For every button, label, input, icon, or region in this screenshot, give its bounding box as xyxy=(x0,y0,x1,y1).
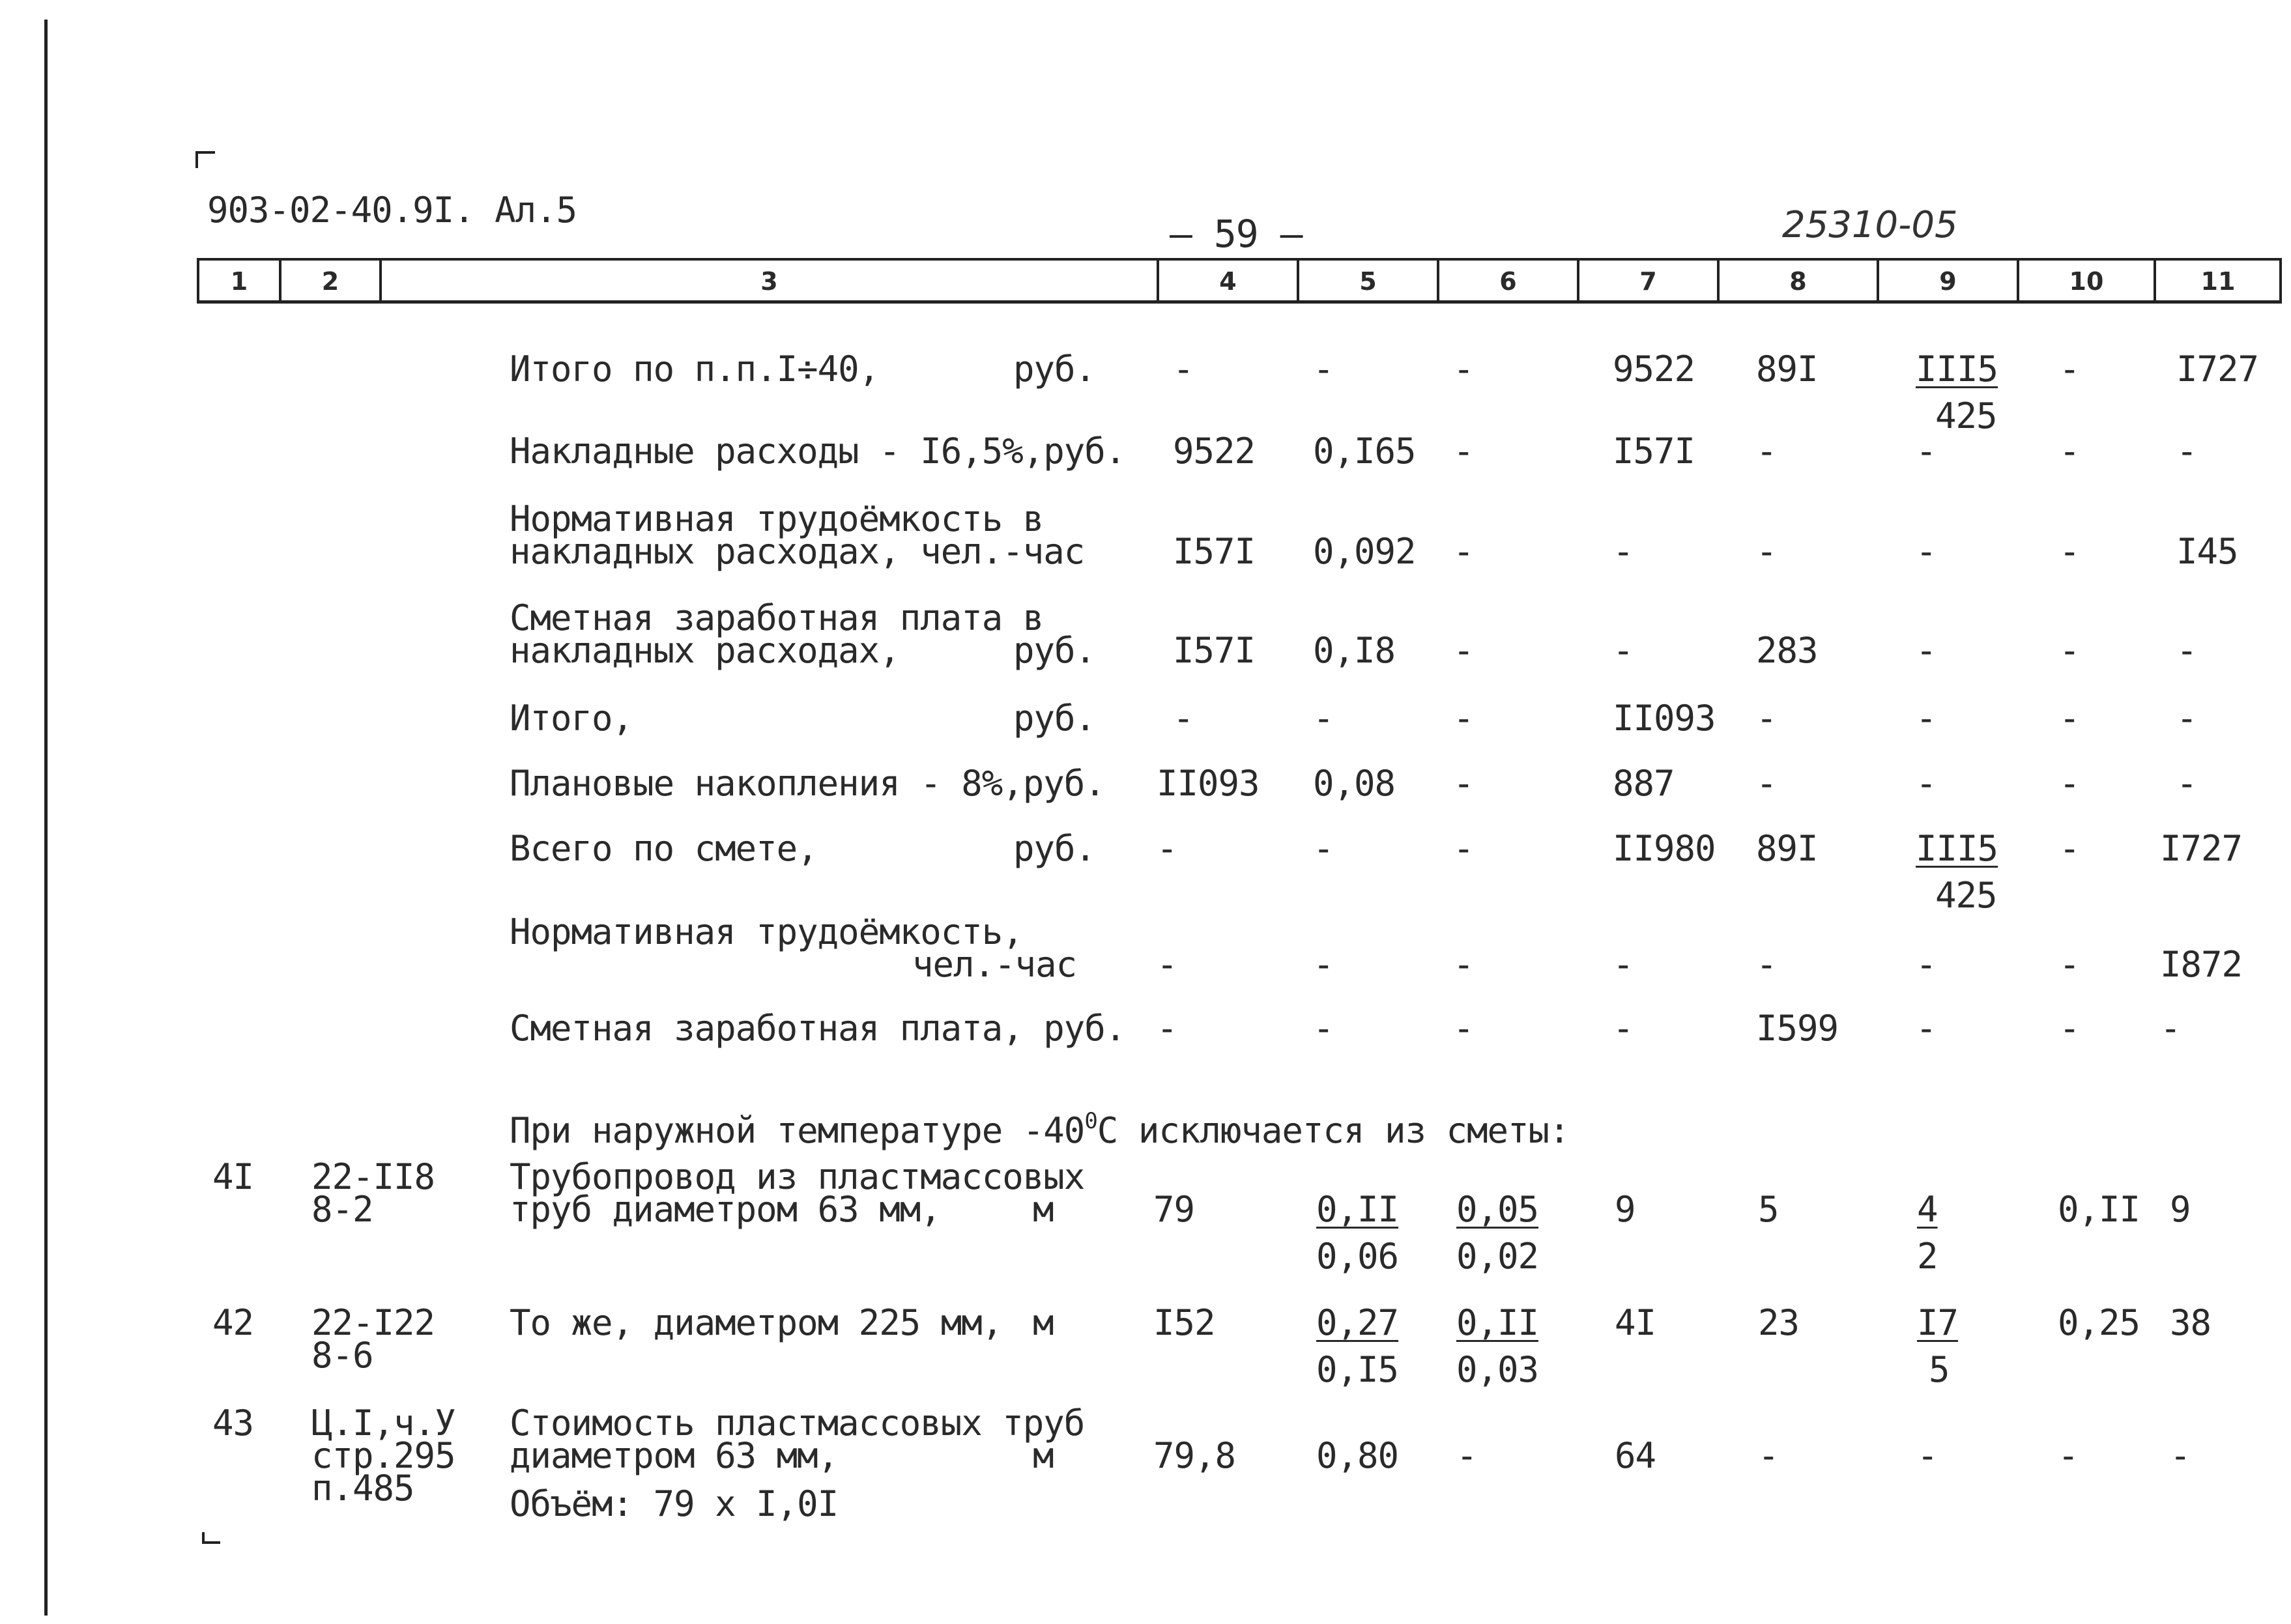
cell-col6: - xyxy=(1453,763,1474,804)
cell-col7: - xyxy=(1613,944,1634,985)
cell-col4: 79 xyxy=(1153,1189,1195,1230)
row-description: Накладные расходы - I6,5%,руб. xyxy=(510,431,1126,472)
item-number: 43 xyxy=(212,1403,254,1444)
item-description-line1: То же, диаметром 225 мм, xyxy=(510,1302,1003,1343)
cell-col9-bottom: 5 xyxy=(1929,1349,1950,1390)
cell-col5: 0,I8 xyxy=(1313,630,1396,671)
cell-col10: - xyxy=(2059,698,2080,739)
cell-col11: I45 xyxy=(2176,531,2238,572)
cell-col11: - xyxy=(2176,698,2197,739)
cell-col9: - xyxy=(1916,763,1937,804)
cell-col9-bottom: 425 xyxy=(1935,395,1997,436)
cell-col9-bottom: 2 xyxy=(1917,1236,1938,1277)
row-description: Итого, xyxy=(510,698,633,739)
cell-col5-bottom: 0,I5 xyxy=(1316,1349,1399,1390)
section-note-text-end: С исключается из сметы: xyxy=(1097,1110,1570,1151)
cell-col10: - xyxy=(2058,1435,2079,1476)
cell-col9-top: I7 xyxy=(1917,1302,1959,1343)
cell-col9: - xyxy=(1916,944,1937,985)
cell-col11: 9 xyxy=(2170,1189,2191,1230)
cell-col5: - xyxy=(1313,349,1334,390)
cell-col11: - xyxy=(2176,763,2197,804)
cell-col10: 0,II xyxy=(2058,1189,2140,1230)
cell-col9: - xyxy=(1916,698,1937,739)
item-description-line2: диаметром 63 мм, xyxy=(510,1435,839,1476)
row-description-line1: Нормативная трудоёмкость в xyxy=(510,498,1044,539)
cell-col11: I872 xyxy=(2160,944,2243,985)
row-description: Плановые накопления - 8%,руб. xyxy=(510,763,1105,804)
cell-col10: - xyxy=(2059,1008,2080,1049)
cell-col5-bottom: 0,06 xyxy=(1316,1236,1399,1277)
cell-col8: - xyxy=(1756,763,1777,804)
cell-col4: - xyxy=(1173,349,1194,390)
cell-col4: 9522 xyxy=(1173,431,1256,472)
cell-col8: 5 xyxy=(1758,1189,1779,1230)
cell-col6: - xyxy=(1453,698,1474,739)
row-description-line2: чел.-час xyxy=(912,944,1077,985)
cell-col11: - xyxy=(2176,630,2197,671)
cell-col6: - xyxy=(1453,431,1474,472)
cell-col7: 9522 xyxy=(1613,349,1695,390)
section-note xyxy=(510,1108,1570,1151)
row-description: Сметная заработная плата, руб. xyxy=(510,1008,1126,1049)
cell-col8: I599 xyxy=(1756,1008,1839,1049)
column-header-3: 3 xyxy=(760,267,778,296)
cell-col4: 79,8 xyxy=(1153,1435,1236,1476)
item-code-line2: 8-2 xyxy=(311,1189,373,1230)
cell-col10: - xyxy=(2059,763,2080,804)
item-code-line1: Ц.I,ч.У xyxy=(311,1403,455,1444)
row-unit: руб. xyxy=(1013,698,1096,739)
cell-col7: 887 xyxy=(1613,763,1675,804)
cell-col10: - xyxy=(2059,431,2080,472)
cell-col5-top: 0,II xyxy=(1316,1189,1399,1230)
cell-col9-top: III5 xyxy=(1916,349,1998,390)
item-unit: м xyxy=(1033,1189,1054,1230)
cell-col9: - xyxy=(1916,431,1937,472)
item-code-line1: 22-I22 xyxy=(311,1302,435,1343)
row-unit: руб. xyxy=(1013,349,1096,390)
cell-col10: - xyxy=(2059,828,2080,869)
cell-col10: - xyxy=(2059,349,2080,390)
corner-mark-top xyxy=(195,151,215,168)
cell-col7: 64 xyxy=(1615,1435,1656,1476)
cell-col9-top: 4 xyxy=(1917,1189,1938,1230)
cell-col5: 0,80 xyxy=(1316,1435,1399,1476)
row-description: Всего по смете, xyxy=(510,828,818,869)
handwritten-code: 25310-05 xyxy=(1782,204,1958,246)
item-number: 42 xyxy=(212,1302,254,1343)
cell-col8: - xyxy=(1756,944,1777,985)
cell-col7: - xyxy=(1613,531,1634,572)
cell-col6: - xyxy=(1453,1008,1474,1049)
cell-col7: II093 xyxy=(1613,698,1716,739)
cell-col11: - xyxy=(2170,1435,2191,1476)
cell-col11: I727 xyxy=(2160,828,2243,869)
cell-col4: - xyxy=(1157,828,1177,869)
cell-col8: 89I xyxy=(1756,828,1818,869)
cell-col8: 23 xyxy=(1758,1302,1800,1343)
column-header-1: 1 xyxy=(230,267,248,296)
column-header-9: 9 xyxy=(1939,267,1957,296)
cell-col6: - xyxy=(1453,349,1474,390)
column-header-10: 10 xyxy=(2069,267,2104,296)
column-header-2: 2 xyxy=(321,267,339,296)
cell-col6: - xyxy=(1453,531,1474,572)
item-code-line1: 22-II8 xyxy=(311,1156,435,1197)
cell-col7: 4I xyxy=(1615,1302,1656,1343)
cell-col9-bottom: 425 xyxy=(1935,875,1997,916)
cell-col4: - xyxy=(1157,944,1177,985)
row-description: Итого по п.п.I÷40, xyxy=(510,349,880,390)
cell-col5: 0,I65 xyxy=(1313,431,1416,472)
row-description-line1: Нормативная трудоёмкость, xyxy=(510,911,1023,952)
cell-col5: - xyxy=(1313,828,1334,869)
cell-col11: 38 xyxy=(2170,1302,2212,1343)
cell-col5: - xyxy=(1313,698,1334,739)
cell-col5: - xyxy=(1313,1008,1334,1049)
cell-col5: 0,08 xyxy=(1313,763,1396,804)
cell-col7: 9 xyxy=(1615,1189,1635,1230)
row-unit: руб. xyxy=(1013,630,1096,671)
cell-col8: - xyxy=(1756,698,1777,739)
cell-col8: - xyxy=(1756,431,1777,472)
item-code-line2: стр.295 xyxy=(311,1435,455,1476)
item-description-line1: Трубопровод из пластмассовых xyxy=(510,1156,1085,1197)
cell-col6: - xyxy=(1456,1435,1477,1476)
cell-col7: - xyxy=(1613,1008,1634,1049)
cell-col4: II093 xyxy=(1157,763,1260,804)
cell-col10: - xyxy=(2059,630,2080,671)
cell-col9-top: III5 xyxy=(1916,828,1998,869)
column-header-5: 5 xyxy=(1359,267,1377,296)
corner-mark-bottom xyxy=(202,1532,220,1544)
item-description-line1: Стоимость пластмассовых труб xyxy=(510,1403,1085,1444)
cell-col10: - xyxy=(2059,531,2080,572)
cell-col8: 283 xyxy=(1756,630,1818,671)
column-header-8: 8 xyxy=(1789,267,1807,296)
cell-col10: 0,25 xyxy=(2058,1302,2140,1343)
row-unit: руб. xyxy=(1013,828,1096,869)
cell-col7: - xyxy=(1613,630,1634,671)
cell-col7: II980 xyxy=(1613,828,1716,869)
row-description-line2: накладных расходах, чел.-час xyxy=(510,531,1085,572)
item-description-line2: труб диаметром 63 мм, xyxy=(510,1189,941,1230)
cell-col7: I57I xyxy=(1613,431,1695,472)
section-note-text: При наружной температуре -40 xyxy=(510,1110,1085,1151)
item-code-line3: п.485 xyxy=(311,1468,414,1509)
cell-col8: - xyxy=(1758,1435,1779,1476)
column-header-6: 6 xyxy=(1499,267,1517,296)
cell-col6: - xyxy=(1453,630,1474,671)
cell-col8: 89I xyxy=(1756,349,1818,390)
row-description-line2: накладных расходах, xyxy=(510,630,900,671)
cell-col5-top: 0,27 xyxy=(1316,1302,1399,1343)
item-unit: м xyxy=(1033,1435,1054,1476)
cell-col4: I52 xyxy=(1153,1302,1215,1343)
cell-col11: I727 xyxy=(2176,349,2259,390)
binding-line xyxy=(44,20,48,1616)
cell-col9: - xyxy=(1916,531,1937,572)
cell-col6-bottom: 0,02 xyxy=(1456,1236,1539,1277)
document-code: 903-02-40.9I. Ал.5 xyxy=(207,190,577,231)
cell-col6: - xyxy=(1453,944,1474,985)
cell-col9: - xyxy=(1917,1435,1938,1476)
column-header-11: 11 xyxy=(2200,267,2236,296)
cell-col6-top: 0,05 xyxy=(1456,1189,1539,1230)
row-description-line1: Сметная заработная плата в xyxy=(510,597,1044,638)
cell-col9: - xyxy=(1916,630,1937,671)
cell-col4: I57I xyxy=(1173,531,1256,572)
degree-superscript: 0 xyxy=(1084,1108,1097,1134)
cell-col11: - xyxy=(2160,1008,2181,1049)
cell-col10: - xyxy=(2059,944,2080,985)
page-number: — 59 — xyxy=(1170,212,1303,256)
cell-col6-bottom: 0,03 xyxy=(1456,1349,1539,1390)
cell-col8: - xyxy=(1756,531,1777,572)
cell-col4: - xyxy=(1157,1008,1177,1049)
item-volume-note: Объём: 79 x I,0I xyxy=(510,1483,839,1524)
item-unit: м xyxy=(1033,1302,1054,1343)
cell-col6-top: 0,II xyxy=(1456,1302,1539,1343)
cell-col5: - xyxy=(1313,944,1334,985)
cell-col9: - xyxy=(1916,1008,1937,1049)
cell-col4: I57I xyxy=(1173,630,1256,671)
item-number: 4I xyxy=(212,1156,254,1197)
item-code-line2: 8-6 xyxy=(311,1335,373,1376)
cell-col5: 0,092 xyxy=(1313,531,1416,572)
column-header-7: 7 xyxy=(1639,267,1657,296)
cell-col4: - xyxy=(1173,698,1194,739)
column-header-4: 4 xyxy=(1219,267,1237,296)
cell-col11: - xyxy=(2176,431,2197,472)
cell-col6: - xyxy=(1453,828,1474,869)
